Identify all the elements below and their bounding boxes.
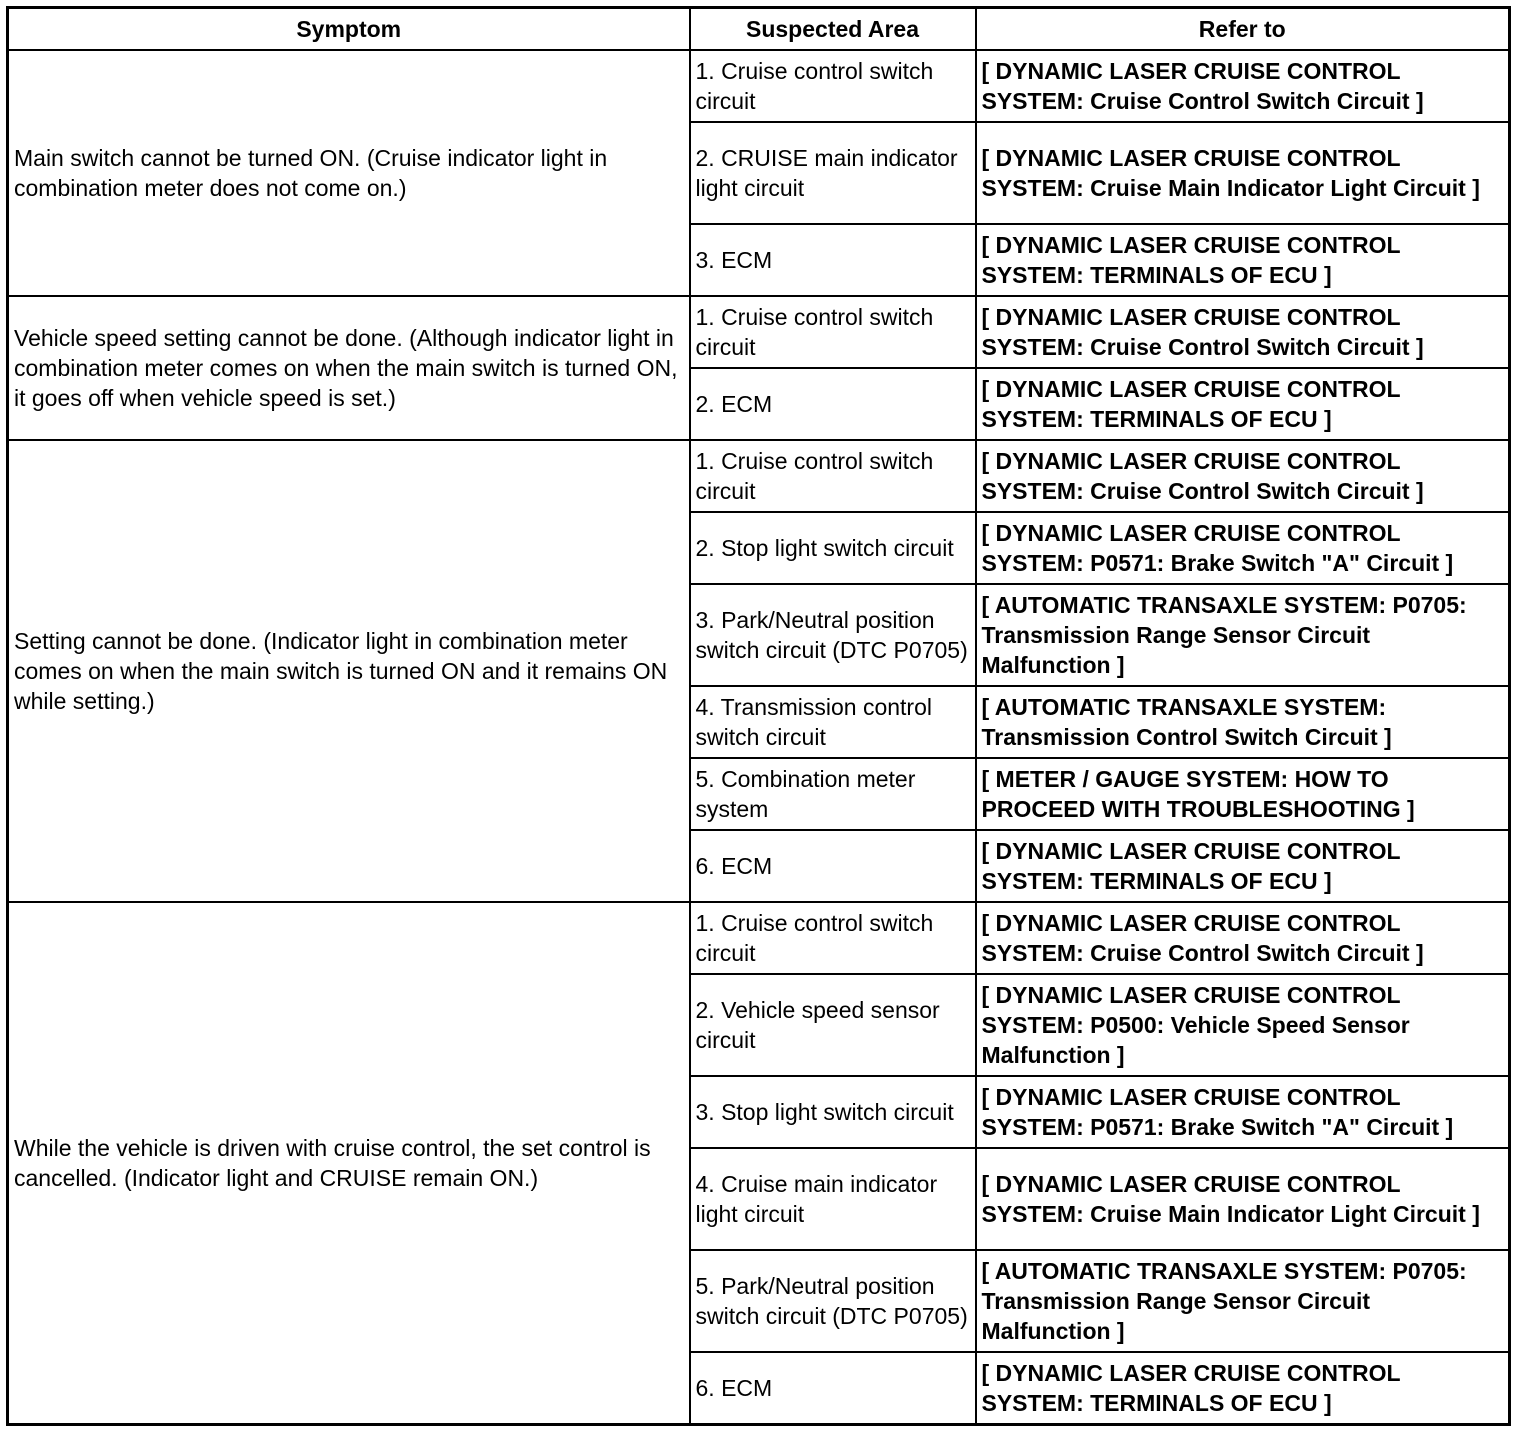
suspected-area-cell: 1. Cruise control switch circuit: [690, 50, 976, 122]
header-row: [8, 8, 1510, 51]
refer-to-cell: [ DYNAMIC LASER CRUISE CONTROL SYSTEM: TERMINALS OF ECU ]: [976, 830, 1510, 902]
refer-to-cell: [ DYNAMIC LASER CRUISE CONTROL SYSTEM: TERMINALS OF ECU ]: [976, 1352, 1510, 1425]
suspected-area-cell: 6. ECM: [690, 1352, 976, 1425]
refer-to-cell: [ DYNAMIC LASER CRUISE CONTROL SYSTEM: Cruise Control Switch Circuit ]: [976, 440, 1510, 512]
table-row: [8, 902, 1510, 974]
symptom-cell: Main switch cannot be turned ON. (Cruise indicator light in combination meter does not come on.): [8, 50, 690, 296]
header-symptom: Symptom: [8, 8, 690, 51]
refer-to-cell: [ DYNAMIC LASER CRUISE CONTROL SYSTEM: Cruise Main Indicator Light Circuit ]: [976, 122, 1510, 224]
suspected-area-cell: 3. ECM: [690, 224, 976, 296]
refer-to-cell: [ DYNAMIC LASER CRUISE CONTROL SYSTEM: P0571: Brake Switch "A" Circuit ]: [976, 512, 1510, 584]
suspected-area-cell: 6. ECM: [690, 830, 976, 902]
suspected-area-cell: 1. Cruise control switch circuit: [690, 296, 976, 368]
suspected-area-cell: 5. Combination meter system: [690, 758, 976, 830]
suspected-area-cell: 2. Stop light switch circuit: [690, 512, 976, 584]
refer-to-cell: [ DYNAMIC LASER CRUISE CONTROL SYSTEM: P0571: Brake Switch "A" Circuit ]: [976, 1076, 1510, 1148]
table-row: [8, 50, 1510, 122]
refer-to-cell: [ DYNAMIC LASER CRUISE CONTROL SYSTEM: TERMINALS OF ECU ]: [976, 368, 1510, 440]
suspected-area-cell: 4. Transmission control switch circuit: [690, 686, 976, 758]
header-suspected-area: Suspected Area: [690, 8, 976, 51]
table-row: [8, 440, 1510, 512]
suspected-area-cell: 2. ECM: [690, 368, 976, 440]
refer-to-cell: [ DYNAMIC LASER CRUISE CONTROL SYSTEM: TERMINALS OF ECU ]: [976, 224, 1510, 296]
suspected-area-cell: 5. Park/Neutral position switch circuit (DTC P0705): [690, 1250, 976, 1352]
refer-to-cell: [ DYNAMIC LASER CRUISE CONTROL SYSTEM: Cruise Control Switch Circuit ]: [976, 296, 1510, 368]
symptom-cell: Vehicle speed setting cannot be done. (Although indicator light in combination meter comes on when the main switch is turned ON, it goes off when vehicle speed is set.): [8, 296, 690, 440]
symptom-cell: Setting cannot be done. (Indicator light in combination meter comes on when the main switch is turned ON and it remains ON while setting.): [8, 440, 690, 902]
table-row: [8, 296, 1510, 368]
suspected-area-cell: 1. Cruise control switch circuit: [690, 902, 976, 974]
suspected-area-cell: 1. Cruise control switch circuit: [690, 440, 976, 512]
suspected-area-cell: 3. Park/Neutral position switch circuit (DTC P0705): [690, 584, 976, 686]
header-refer-to: Refer to: [976, 8, 1510, 51]
symptom-cell: While the vehicle is driven with cruise control, the set control is cancelled. (Indicator light and CRUISE remain ON.): [8, 902, 690, 1425]
refer-to-cell: [ DYNAMIC LASER CRUISE CONTROL SYSTEM: Cruise Control Switch Circuit ]: [976, 50, 1510, 122]
refer-to-cell: [ AUTOMATIC TRANSAXLE SYSTEM: P0705: Transmission Range Sensor Circuit Malfunction ]: [976, 1250, 1510, 1352]
refer-to-cell: [ AUTOMATIC TRANSAXLE SYSTEM: P0705: Transmission Range Sensor Circuit Malfunction ]: [976, 584, 1510, 686]
refer-to-cell: [ DYNAMIC LASER CRUISE CONTROL SYSTEM: Cruise Main Indicator Light Circuit ]: [976, 1148, 1510, 1250]
suspected-area-cell: 2. Vehicle speed sensor circuit: [690, 974, 976, 1076]
refer-to-cell: [ METER / GAUGE SYSTEM: HOW TO PROCEED WITH TROUBLESHOOTING ]: [976, 758, 1510, 830]
table-body: [8, 50, 1510, 1425]
suspected-area-cell: 3. Stop light switch circuit: [690, 1076, 976, 1148]
troubleshooting-table: [6, 6, 1511, 1426]
suspected-area-cell: 4. Cruise main indicator light circuit: [690, 1148, 976, 1250]
suspected-area-cell: 2. CRUISE main indicator light circuit: [690, 122, 976, 224]
refer-to-cell: [ AUTOMATIC TRANSAXLE SYSTEM: Transmission Control Switch Circuit ]: [976, 686, 1510, 758]
refer-to-cell: [ DYNAMIC LASER CRUISE CONTROL SYSTEM: Cruise Control Switch Circuit ]: [976, 902, 1510, 974]
refer-to-cell: [ DYNAMIC LASER CRUISE CONTROL SYSTEM: P0500: Vehicle Speed Sensor Malfunction ]: [976, 974, 1510, 1076]
